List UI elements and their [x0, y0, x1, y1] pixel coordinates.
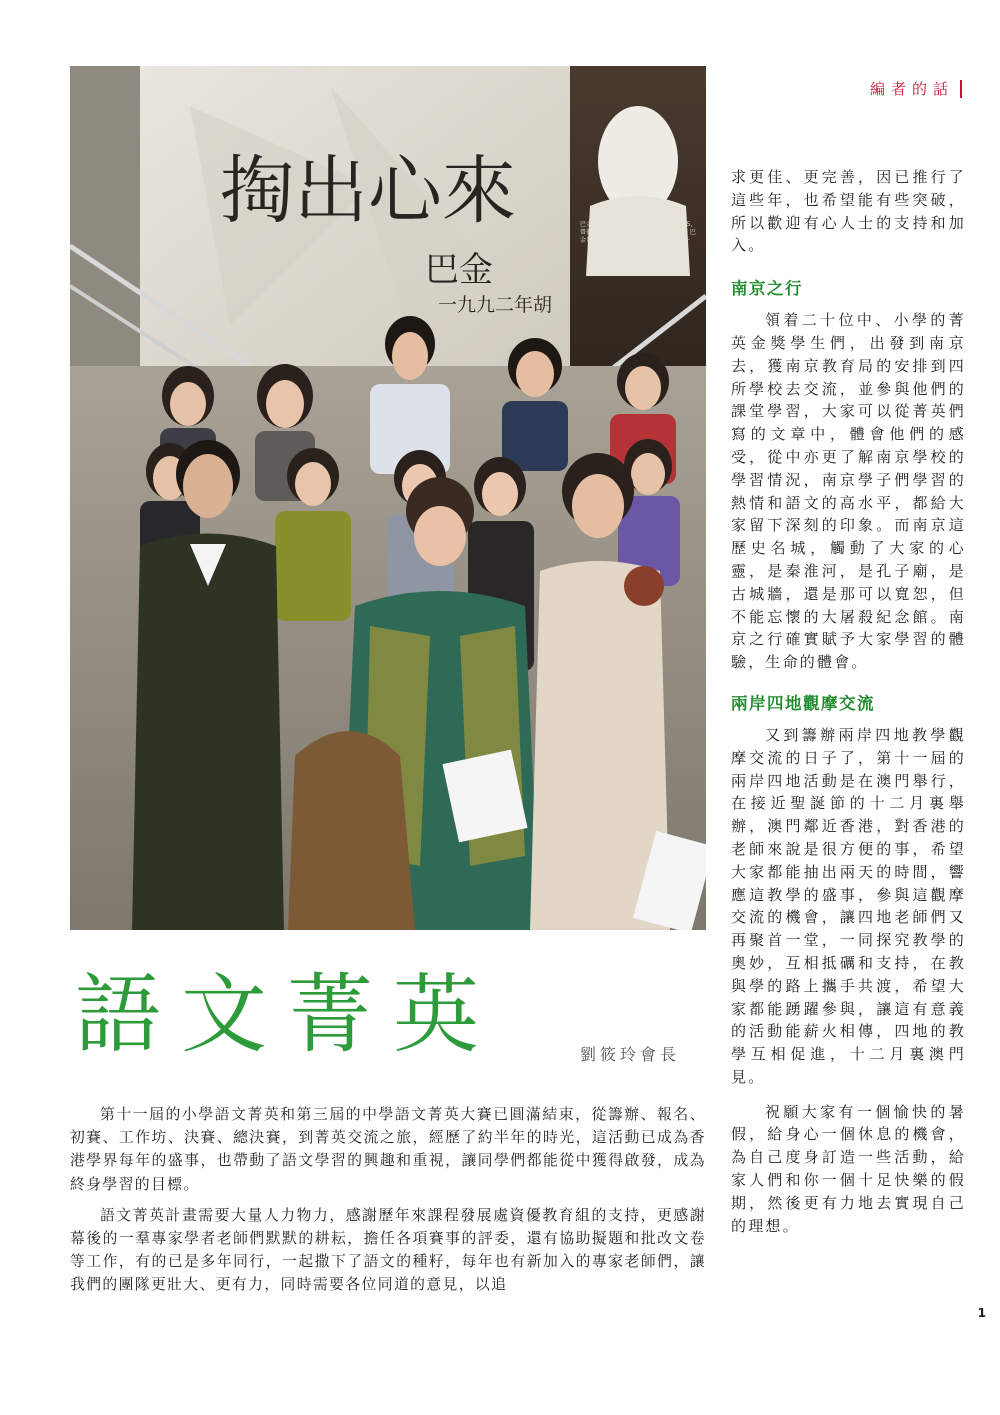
author-name: 劉筱玲會長	[580, 1045, 681, 1064]
section-heading-exchange: 兩岸四地觀摩交流	[731, 693, 875, 713]
right-column	[731, 166, 966, 1237]
calligraphy-main: 掏出心來	[220, 148, 516, 234]
main-text-block	[70, 1103, 706, 1305]
right-paragraph-nanjing: 領着二十位中、小學的菁英金獎學生們，出發到南京去，獲南京教育局的安排到四所學校去交流，並參與他們的課堂學習，大家可以從菁英們寫的文章中，體會他們的感受，從中亦更了解南京學校的學習情況，南京學子們學習的熱情和語文的高水平，都給大家留下深刻的印象。而南京這歷史名城，觸動了大家的心靈，是秦淮河，是孔子廟，是古城牆，還是那可以寬恕，但不能忘懷的大屠殺紀念館。南京之行確實賦予大家學習的體驗，生命的體會。	[731, 311, 966, 672]
main-paragraph-1: 第十一屆的小學語文菁英和第三屆的中學語文菁英大賽已圓滿結束，從籌辦、報名、初賽、工作坊、決賽、總決賽，到菁英交流之旅，經歷了約半年的時光，這活動已成為香港學界每年的盛事，也帶動了語文學習的興趣和重視，讓同學們都能從中獲得啟發，成為終身學習的目標。	[70, 1106, 706, 1193]
calligraphy-date: 一九九二年胡	[438, 294, 553, 316]
right-paragraph-wishes: 祝願大家有一個愉快的暑假，給身心一個休息的機會，為自己度身訂造一些活動，給家人們和你一個十足快樂的假期，然後更有力地去實現自己的理想。	[731, 1102, 966, 1235]
page-number: 1	[977, 1306, 986, 1320]
plaque-text: 巴金，原名李堯棠，四川人 1904—2005，曾擔任中國作協主席 作品有激流三部曲，巴金是現代 作家中生前作品最多的作家之一	[580, 221, 697, 244]
right-paragraph-exchange: 又到籌辦兩岸四地教學觀摩交流的日子了，第十一屆的兩岸四地活動是在澳門舉行，在接近聖誕節的十二月裏舉辦，澳門鄰近香港，對香港的老師來說是很方便的事，希望大家都能抽出兩天的時間，響應這教學的盛事，參與這觀摩交流的機會，讓四地老師們又再聚首一堂，一同探究教學的奧妙，互相抵礪和支持，在教與學的路上攜手共渡，希望大家都能踴躍參與，讓這有意義的活動能薪火相傳，四地的教學互相促進，十二月裏澳門見。	[731, 725, 966, 1086]
article-title: 語文菁英	[75, 965, 499, 1065]
right-paragraph-continued: 求更佳、更完善，因已推行了這些年，也希望能有些突破，所以歡迎有心人士的支持和加入。	[731, 168, 966, 255]
section-heading-nanjing: 南京之行	[731, 279, 803, 299]
group-photo	[70, 66, 706, 930]
front-row-adults	[132, 440, 706, 930]
calligraphy-signature: 巴金	[425, 250, 493, 290]
main-paragraph-2: 語文菁英計畫需要大量人力物力，感謝歷年來課程發展處資優教育組的支持，更感謝幕後的一羣專家學者老師們默默的耕耘，擔任各項賽事的評委，還有協助擬題和批改文卷等工作，有的已是多年同行，一起撒下了語文的種籽，每年也有新加入的專家老師們，讓我們的團隊更壯大、更有力，同時需要各位同道的意見，以追	[70, 1206, 706, 1294]
section-label: 編者的話	[870, 80, 962, 98]
group-photo-illustration	[70, 66, 706, 930]
